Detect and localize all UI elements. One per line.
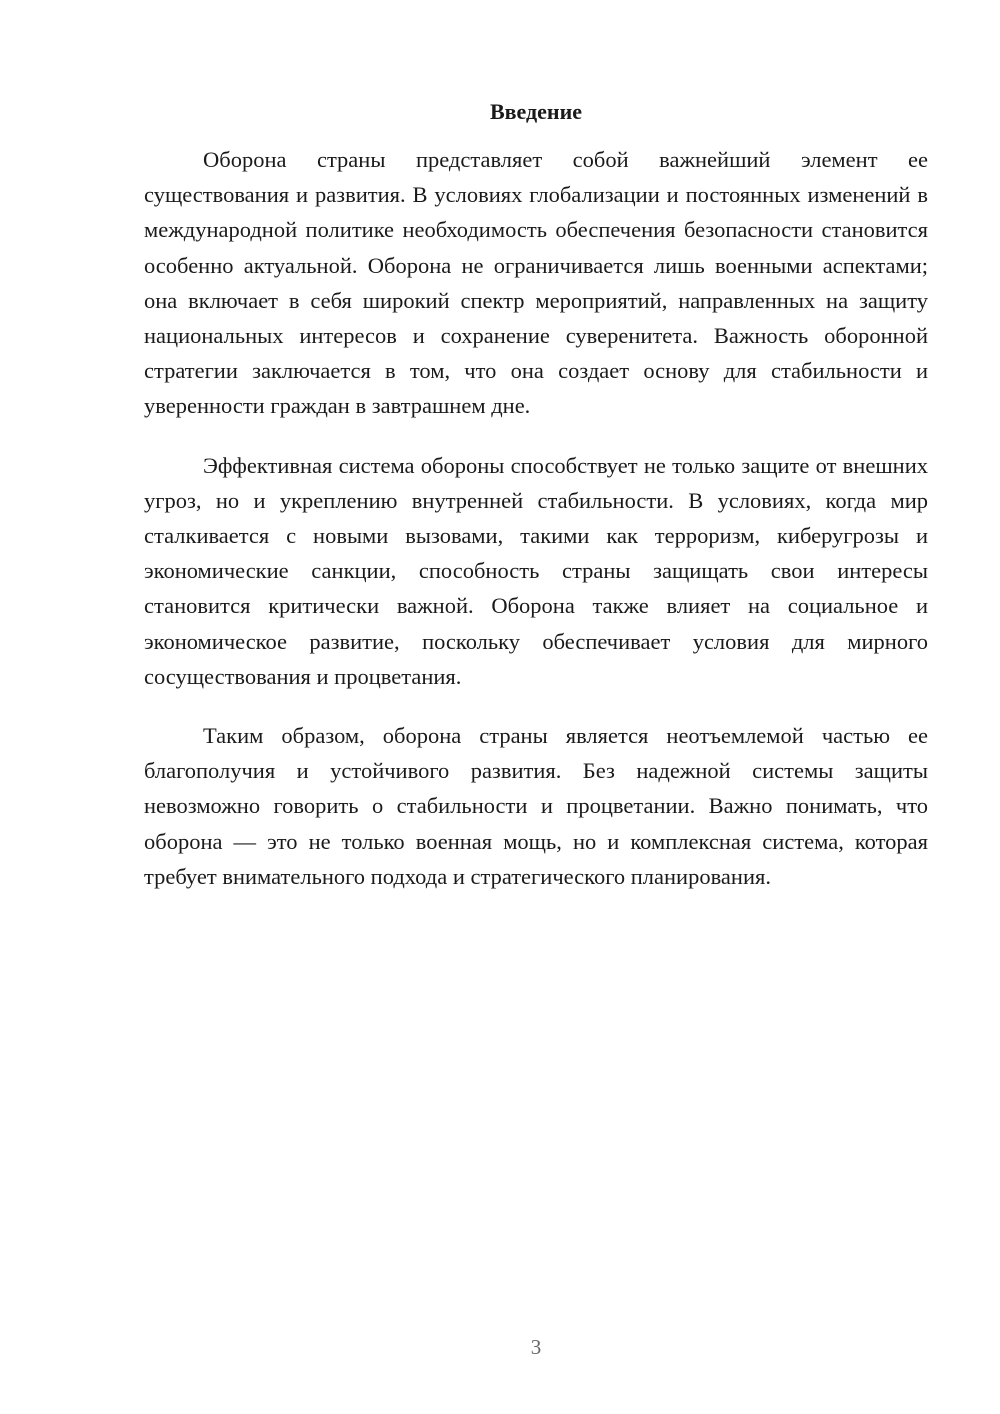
paragraph-3: Таким образом, оборона страны является неотъемлемой частью ее благополучия и устойчивого развития. Без надежной системы защиты невозможно говорить о стабильности и процветании. Важно понимать, что оборона — это не только военная мощь, но и комплексная система, которая требует внимательного подхода и стратегического планирования. [144,723,928,889]
page-number: 3 [530,1335,542,1359]
paragraph-2: Эффективная система обороны способствует не только защите от внешних угроз, но и укреплению внутренней стабильности. В условиях, когда мир сталкивается с новыми вызовами, такими как терроризм, киберугрозы и экономические санкции, способность страны защищать свои интересы становится критически важной. Оборона также влияет на социальное и экономическое развитие, поскольку обеспечивает условия для мирного сосуществования и процветания. [144,452,928,689]
section-heading: Введение [489,99,583,124]
body-text [144,142,928,918]
paragraph-1: Оборона страны представляет собой важнейший элемент ее существования и развития. В условиях глобализации и постоянных изменений в международной политике необходимость обеспечения безопасности становится особенно актуальной. Оборона не ограничивается лишь военными аспектами; она включает в себя широкий спектр мероприятий, направленных на защиту национальных интересов и сохранение суверенитета. Важность оборонной стратегии заключается в том, что она создает основу для стабильности и уверенности граждан в завтрашнем дне. [144,147,928,419]
